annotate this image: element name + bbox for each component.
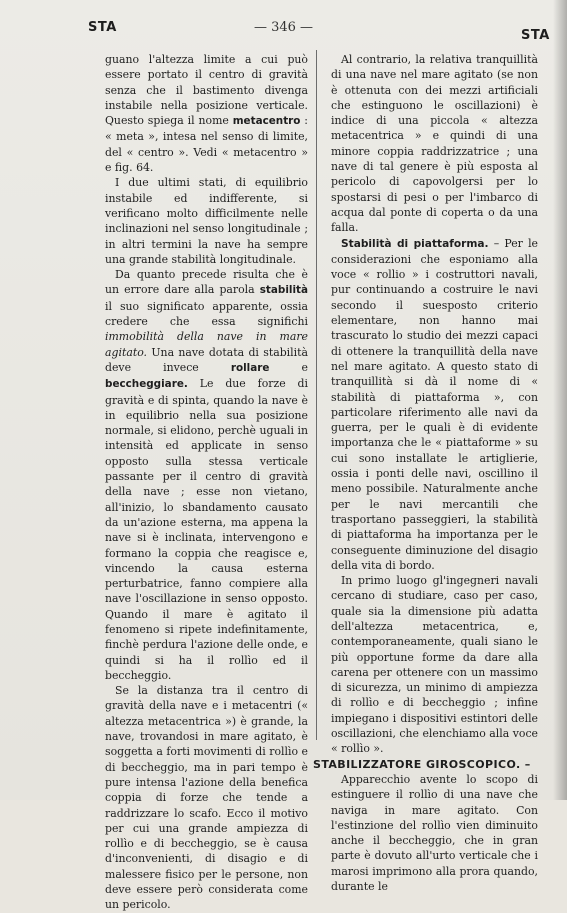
term-rollare: rollare — [230, 361, 270, 374]
paragraph-engineers: In primo luogo gl'ingegneri navali cercano di studiare, caso per caso, quale sia la dimensione più adatta dell'altezza metacentrica, e, contemporaneamente, quali siano le più opportune forme da dare alla carena per ottenere con un massimo di sicurezza, un minimo di ampiezza di rollìo e di beccheggio ; infine impiegano i dispositivi estintori delle oscillazioni, che elenchiamo alla voce « rollìo ». — [331, 574, 538, 756]
left-column — [105, 52, 308, 913]
subheading-stabilita-piattaforma: Stabilità di piattaforma. — [341, 237, 489, 250]
term-metacentro: metacentro — [232, 115, 301, 128]
paragraph-stabilizzatore: Apparecchio avente lo scopo di estinguere il rollìo di una nave che naviga in mare agitato. Con l'estinzione del rollìo vien diminuito anche il beccheggio, che in gran parte è dovuto all'urto verticale che i marosi imprimono alla prora quando, durante le — [331, 772, 538, 894]
running-head-right: STA — [521, 28, 550, 43]
paragraph-metacentric-distance: Se la distanza tra il centro di gravità della nave e i metacentri (« altezza metacentrica ») è grande, la nave, trovandosi in mare agitato, è soggetta a forti movimenti di rollìo e di beccheggio, ma in pari tempo è pure intensa l'azione della benefica coppia di forze che tende a raddrizzare lo scafo. Ecco il motivo per cui una grande ampiezza di rollìo e di beccheggio, se è causa d'inconvenienti, di disagio e di malessere fisico per le persone, non deve essere però considerata come un pericolo. — [105, 684, 308, 912]
page-header — [0, 14, 567, 44]
paragraph-metacentro: guano l'altezza limite a cui può essere portato il centro di gravità senza che il bastimento divenga instabile nella posizione verticale. Questo spiega il nome metacentro : « meta », intesa nel senso di limite, del « centro ». Vedi « metacentro » e fig. 64. — [105, 53, 308, 175]
column-divider — [316, 50, 317, 740]
paragraph-stability-meaning: Da quanto precede risulta che è un errore dare alla parola stabilità il suo significato apparente, ossia credere che essa significhi immobilità della nave in mare agitato. Una nave dotata di stabilità deve invece rollare e beccheggiare. Le due forze di gravità e di spinta, quando la nave è in equilibrio nella sua posizione normale, si elidono, perchè uguali in intensità ed applicate in senso opposto sulla stessa verticale passante per il centro di gravità della nave ; esse non vietano, all'inizio, lo sbandamento causato da un'azione esterna, ma appena la nave si è inclinata, intervengono e formano la coppia che reagisce e, vincendo la causa esterna perturbatrice, fanno compiere alla nave l'oscillazione in senso opposto. Quando il mare è agitato il fenomeno si ripete indefinitamente, finchè perdura l'azione delle onde, e quindi si ha il rollìo ed il beccheggio. — [105, 268, 308, 682]
running-head-left: STA — [88, 20, 117, 35]
scan-edge-shadow — [553, 0, 567, 800]
page-number: — 346 — — [253, 20, 314, 35]
paragraph-equilibrium-states: I due ultimi stati, di equilibrio instabile ed indifferente, si verificano molto difficilmente nelle inclinazioni nel senso longitudinale ; in altri termini la nave ha sempre una grande stabilità longitudinale. — [105, 176, 308, 266]
paragraph-platform-stability: Stabilità di piattaforma. – Per le considerazioni che esponiamo alla voce « rollio » i costruttori navali, pur continuando a costruire le navi secondo il suesposto criterio elementare, non hanno mai trascurato lo studio dei mezzi capaci di ottenere la tranquillità della nave nel mare agitato. A questo stato di tranquillità si dà il nome di « stabilità di piattaforma », con particolare riferimento alle navi da guerra, per le quali è di evidente importanza che le « piattaforme » su cui sono installate le artiglierie, ossia i ponti delle navi, oscillino il meno possibile. Naturalmente anche per le navi mercantili che trasportano passeggieri, la stabilità di piattaforma ha importanza per le conseguente diminuzione del disagio della vita di bordo. — [331, 236, 539, 572]
section-heading-stabilizzatore: STABILIZZATORE GIROSCOPICO. – — [313, 757, 531, 771]
right-column — [313, 52, 539, 894]
term-stabilita: stabilità — [259, 284, 308, 297]
italic-immobilita: immobilità della nave in mare agitato. — [105, 330, 308, 359]
paragraph-tranquillity: Al contrario, la relativa tranquillità di una nave nel mare agitato (se non è ottenuta con dei mezzi artificiali che estinguono le oscillazioni) è indice di una piccola « altezza metacentrica » e quindi di una minore coppia raddrizzatrice ; una nave di tal genere è più esposta al pericolo di capovolgersi per lo spostarsi di pesi o per l'imbarco di acqua dal ponte di coperta o da una falla. — [331, 53, 538, 235]
term-beccheggiare: beccheggiare. — [105, 378, 188, 391]
